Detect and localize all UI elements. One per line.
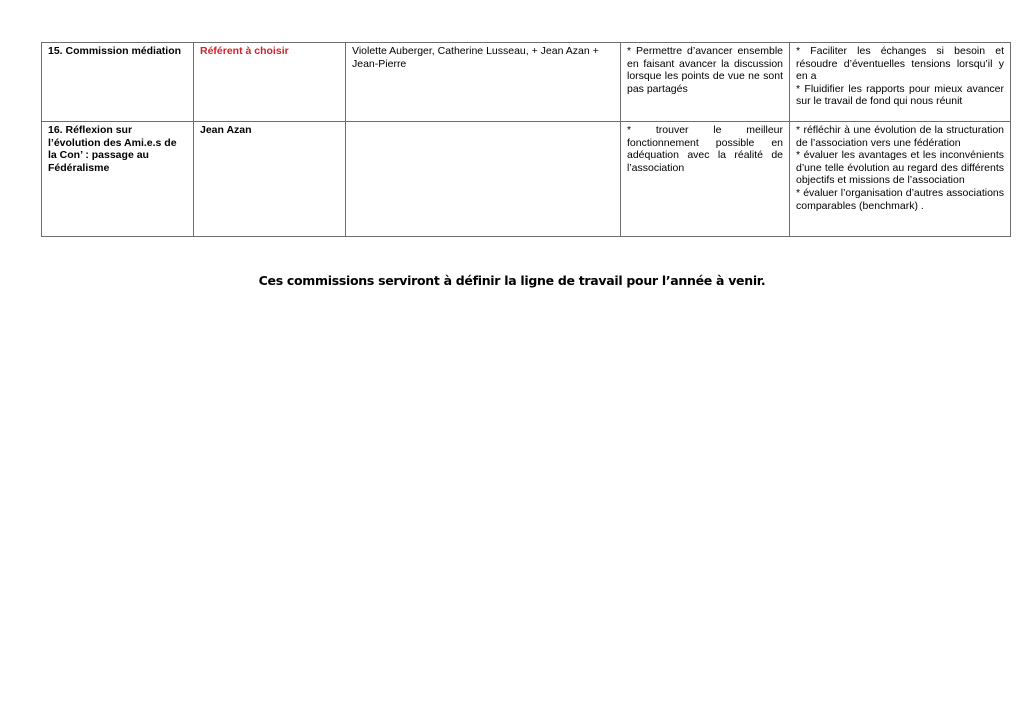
action-item: * Fluidifier les rapports pour mieux avancer sur le travail de fond qui nous réunit — [796, 82, 1004, 108]
commission-actions — [790, 43, 1011, 122]
action-item: * évaluer l’organisation d’autres associations comparables (benchmark) . — [796, 186, 1004, 212]
action-item: * Faciliter les échanges si besoin et résoudre d’éventuelles tensions lorsqu’il y en a — [796, 45, 1004, 83]
commission-members: Violette Auberger, Catherine Lusseau, + Jean Azan + Jean-Pierre — [346, 43, 621, 122]
action-item: * réfléchir à une évolution de la structuration de l’association vers une fédération — [796, 124, 1004, 149]
footer-note: Ces commissions serviront à définir la ligne de travail pour l’année à venir. — [258, 273, 766, 288]
table-row — [42, 122, 1011, 237]
commission-title: 16. Réflexion sur l’évolution des Ami.e.s de la Con’ : passage au Fédéralisme — [42, 122, 194, 237]
commission-objectives: * Permettre d’avancer ensemble en faisant avancer la discussion lorsque les points de vue ne sont pas partagés — [621, 43, 790, 122]
commission-title: 15. Commission médiation — [42, 43, 194, 122]
table-row — [42, 43, 1011, 122]
commissions-table — [41, 42, 1011, 237]
commission-referent: Référent à choisir — [194, 43, 346, 122]
commission-objectives: * trouver le meilleur fonctionnement possible en adéquation avec la réalité de l’association — [621, 122, 790, 237]
action-item: * évaluer les avantages et les inconvénients d’une telle évolution au regard des différents objectifs et missions de l’association — [796, 149, 1004, 187]
commission-members — [346, 122, 621, 237]
commission-actions — [790, 122, 1011, 237]
commission-referent: Jean Azan — [194, 122, 346, 237]
